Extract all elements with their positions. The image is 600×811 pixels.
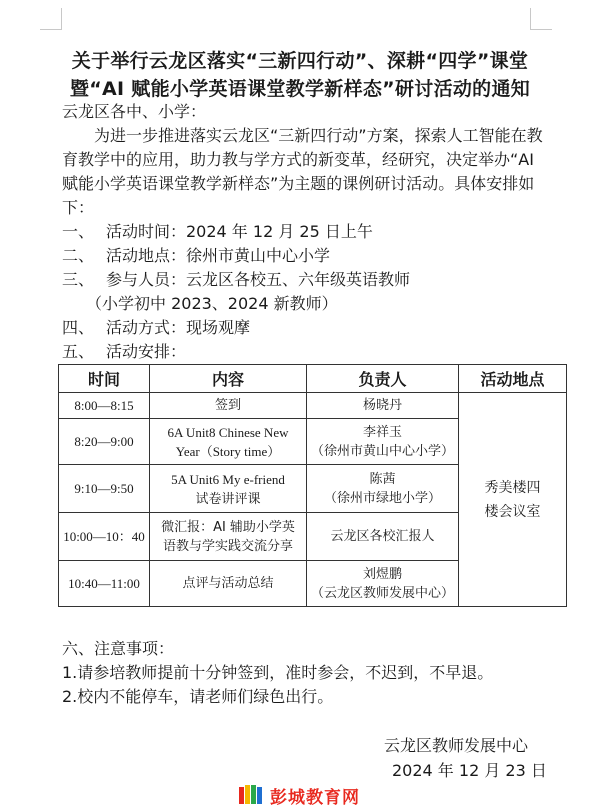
watermark-text: 彭城教育网 — [270, 787, 360, 808]
row-person-affiliation: （徐州市黄山中心小学） — [310, 443, 454, 459]
intro-line-1: 为进一步推进落实云龙区“三新四行动”方案，探索人工智能在教 — [94, 126, 543, 145]
item-participants-note: （小学初中 2023、2024 新教师） — [86, 294, 338, 313]
row-person-affiliation: （徐州市绿地小学） — [323, 490, 441, 506]
row-content-line-1: 6A Unit8 Chinese New — [167, 424, 289, 440]
row-time: 8:20—9:00 — [59, 419, 150, 465]
row-person-name: 杨晓丹 — [362, 398, 402, 413]
row-time: 10:00—10：40 — [59, 513, 150, 561]
location-line-1: 秀美楼四 — [484, 479, 541, 496]
row-person — [307, 419, 459, 465]
schedule-table — [58, 364, 567, 607]
row-person — [307, 561, 459, 607]
signature-org: 云龙区教师发展中心 — [384, 736, 529, 755]
row-content — [150, 393, 307, 419]
row-content-line-1: 5A Unit6 My e-friend — [171, 471, 285, 487]
item-schedule-number: 五、 — [62, 342, 95, 361]
item-time-number: 一、 — [62, 222, 95, 241]
watermark-logo — [238, 782, 360, 808]
note-item: 1.请参培教师提前十分钟签到，准时参会，不迟到，不早退。 — [62, 663, 494, 682]
row-time: 10:40—11:00 — [59, 561, 150, 607]
intro-line-4: 下： — [62, 198, 95, 217]
row-content — [150, 513, 307, 561]
row-person-name: 刘煜鹏 — [362, 566, 402, 582]
row-content — [150, 419, 307, 465]
table-row — [59, 393, 567, 419]
row-person-name: 陈茜 — [369, 471, 396, 487]
row-content-line-1: 微汇报：AI 辅助小学英 — [161, 519, 295, 535]
salutation: 云龙区各中、小学： — [62, 102, 207, 121]
row-time: 8:00—8:15 — [59, 393, 150, 419]
note-item: 2.校内不能停车，请老师们绿色出行。 — [62, 687, 334, 706]
item-location-number: 二、 — [62, 246, 95, 265]
book-icon — [238, 784, 264, 806]
row-person-name: 云龙区各校汇报人 — [330, 529, 435, 544]
notes-heading: 六、注意事项： — [62, 639, 175, 658]
header-time: 时间 — [59, 365, 150, 393]
row-content-line-2: Year（Story time） — [175, 443, 281, 459]
intro-line-2: 育教学中的应用，助力教与学方式的新变革，经研究，决定举办“AI — [62, 150, 534, 169]
location-line-2: 楼会议室 — [484, 503, 541, 520]
item-participants: 参与人员：云龙区各校五、六年级英语教师 — [106, 270, 411, 289]
row-content-text: 点评与活动总结 — [182, 576, 274, 591]
document-title-line-2: 暨“AI 赋能小学英语课堂教学新样态”研讨活动的通知 — [69, 78, 531, 100]
row-person — [307, 513, 459, 561]
table-header-row — [59, 365, 567, 393]
item-participants-number: 三、 — [62, 270, 95, 289]
signature-date: 2024 年 12 月 23 日 — [392, 761, 547, 780]
row-person-affiliation: （云龙区教师发展中心） — [310, 585, 454, 601]
row-time: 9:10—9:50 — [59, 465, 150, 513]
header-location: 活动地点 — [459, 365, 567, 393]
header-content: 内容 — [150, 365, 307, 393]
item-format-number: 四、 — [62, 318, 95, 337]
item-time: 活动时间：2024 年 12 月 25 日上午 — [106, 222, 373, 241]
intro-line-3: 赋能小学英语课堂教学新样态”为主题的课例研讨活动。具体安排如 — [62, 174, 535, 193]
item-format: 活动方式：现场观摩 — [106, 318, 251, 337]
row-content — [150, 465, 307, 513]
row-content-line-2: 语教与学实践交流分享 — [162, 538, 293, 554]
location-cell — [459, 393, 567, 607]
header-person: 负责人 — [307, 365, 459, 393]
crop-mark-left — [40, 8, 62, 30]
document-title-line-1: 关于举行云龙区落实“三新四行动”、深耕“四学”课堂 — [71, 50, 529, 72]
row-person — [307, 465, 459, 513]
row-content-line-2: 试卷讲评课 — [195, 490, 261, 506]
item-schedule: 活动安排： — [106, 342, 187, 361]
row-person-name: 李祥玉 — [362, 424, 402, 440]
row-person — [307, 393, 459, 419]
crop-mark-right — [530, 8, 552, 30]
row-content-text: 签到 — [214, 398, 241, 413]
row-content — [150, 561, 307, 607]
item-location: 活动地点：徐州市黄山中心小学 — [106, 246, 331, 265]
